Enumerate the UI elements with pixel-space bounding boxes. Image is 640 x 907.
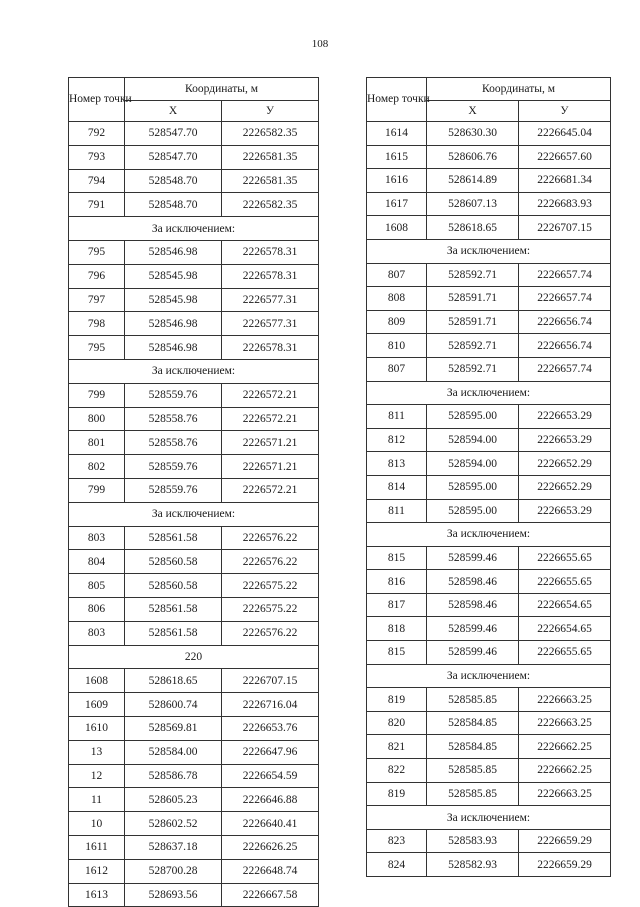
table-row xyxy=(69,764,319,788)
point-number-cell: 822 xyxy=(367,759,427,783)
x-coordinate-cell: 528559.76 xyxy=(125,478,222,502)
y-coordinate-cell: 2226656.74 xyxy=(519,334,611,358)
point-number-cell: 12 xyxy=(69,764,125,788)
x-coordinate-cell: 528585.85 xyxy=(427,688,519,712)
x-coordinate-cell: 528598.46 xyxy=(427,570,519,594)
y-coordinate-cell: 2226581.35 xyxy=(222,145,319,169)
point-number-cell: 1617 xyxy=(367,192,427,216)
x-coordinate-cell: 528558.76 xyxy=(125,407,222,431)
x-coordinate-cell: 528560.58 xyxy=(125,550,222,574)
table-row xyxy=(69,740,319,764)
point-number-cell: 802 xyxy=(69,455,125,479)
table-body-left xyxy=(69,122,319,907)
point-number-cell: 799 xyxy=(69,478,125,502)
x-coordinate-cell: 528548.70 xyxy=(125,169,222,193)
x-coordinate-cell: 528595.00 xyxy=(427,499,519,523)
point-number-cell: 801 xyxy=(69,431,125,455)
point-number-cell: 817 xyxy=(367,593,427,617)
table-row xyxy=(367,405,611,429)
table-row xyxy=(367,688,611,712)
x-coordinate-cell: 528693.56 xyxy=(125,883,222,907)
section-label: За исключением: xyxy=(367,806,611,830)
table-row xyxy=(69,788,319,812)
point-number-cell: 1608 xyxy=(69,669,125,693)
x-coordinate-cell: 528547.70 xyxy=(125,122,222,146)
table-row xyxy=(367,570,611,594)
y-coordinate-cell: 2226571.21 xyxy=(222,455,319,479)
point-number-cell: 10 xyxy=(69,812,125,836)
y-coordinate-cell: 2226652.29 xyxy=(519,475,611,499)
point-number-cell: 1610 xyxy=(69,716,125,740)
point-number-cell: 818 xyxy=(367,617,427,641)
table-row xyxy=(367,711,611,735)
point-number-cell: 1608 xyxy=(367,216,427,240)
y-coordinate-cell: 2226655.65 xyxy=(519,546,611,570)
x-coordinate-cell: 528585.85 xyxy=(427,759,519,783)
y-coordinate-cell: 2226663.25 xyxy=(519,711,611,735)
table-row xyxy=(367,452,611,476)
y-coordinate-cell: 2226653.29 xyxy=(519,499,611,523)
point-number-cell: 821 xyxy=(367,735,427,759)
section-row xyxy=(367,664,611,688)
x-coordinate-cell: 528595.00 xyxy=(427,475,519,499)
y-header: У xyxy=(519,101,611,122)
table-row xyxy=(69,835,319,859)
x-coordinate-cell: 528602.52 xyxy=(125,812,222,836)
point-number-header: Номер точки xyxy=(367,78,427,122)
section-label: За исключением: xyxy=(367,664,611,688)
table-row xyxy=(69,550,319,574)
y-coordinate-cell: 2226716.04 xyxy=(222,693,319,717)
y-coordinate-cell: 2226654.65 xyxy=(519,617,611,641)
table-row xyxy=(367,169,611,193)
point-number-cell: 794 xyxy=(69,169,125,193)
point-number-cell: 816 xyxy=(367,570,427,594)
x-coordinate-cell: 528614.89 xyxy=(427,169,519,193)
y-coordinate-cell: 2226647.96 xyxy=(222,740,319,764)
point-number-cell: 805 xyxy=(69,574,125,598)
y-coordinate-cell: 2226578.31 xyxy=(222,336,319,360)
x-coordinate-cell: 528591.71 xyxy=(427,310,519,334)
y-coordinate-cell: 2226582.35 xyxy=(222,193,319,217)
point-number-cell: 804 xyxy=(69,550,125,574)
table-row xyxy=(69,859,319,883)
x-coordinate-cell: 528569.81 xyxy=(125,716,222,740)
table-row xyxy=(367,357,611,381)
table-row xyxy=(367,546,611,570)
section-row xyxy=(367,523,611,547)
y-coordinate-cell: 2226576.22 xyxy=(222,550,319,574)
x-coordinate-cell: 528560.58 xyxy=(125,574,222,598)
x-coordinate-cell: 528700.28 xyxy=(125,859,222,883)
y-coordinate-cell: 2226578.31 xyxy=(222,264,319,288)
section-label: За исключением: xyxy=(367,239,611,263)
x-coordinate-cell: 528592.71 xyxy=(427,263,519,287)
table-row xyxy=(367,310,611,334)
table-row xyxy=(69,145,319,169)
x-coordinate-cell: 528583.93 xyxy=(427,829,519,853)
point-number-cell: 1615 xyxy=(367,145,427,169)
table-row xyxy=(69,240,319,264)
section-row xyxy=(69,359,319,383)
table-row xyxy=(367,192,611,216)
y-coordinate-cell: 2226571.21 xyxy=(222,431,319,455)
y-coordinate-cell: 2226662.25 xyxy=(519,735,611,759)
point-number-cell: 811 xyxy=(367,499,427,523)
x-coordinate-cell: 528585.85 xyxy=(427,782,519,806)
y-coordinate-cell: 2226655.65 xyxy=(519,641,611,665)
point-number-cell: 815 xyxy=(367,641,427,665)
x-coordinate-cell: 528599.46 xyxy=(427,641,519,665)
section-label: За исключением: xyxy=(69,502,319,526)
y-coordinate-cell: 2226667.58 xyxy=(222,883,319,907)
point-number-cell: 819 xyxy=(367,688,427,712)
y-coordinate-cell: 2226626.25 xyxy=(222,835,319,859)
coordinates-table-left xyxy=(68,77,319,907)
y-coordinate-cell: 2226657.74 xyxy=(519,263,611,287)
point-number-cell: 819 xyxy=(367,782,427,806)
y-coordinate-cell: 2226640.41 xyxy=(222,812,319,836)
table-row xyxy=(367,782,611,806)
y-coordinate-cell: 2226653.29 xyxy=(519,405,611,429)
y-coordinate-cell: 2226646.88 xyxy=(222,788,319,812)
point-number-cell: 803 xyxy=(69,621,125,645)
y-coordinate-cell: 2226659.29 xyxy=(519,829,611,853)
table-row xyxy=(69,526,319,550)
x-coordinate-cell: 528605.23 xyxy=(125,788,222,812)
table-row xyxy=(69,669,319,693)
y-coordinate-cell: 2226655.65 xyxy=(519,570,611,594)
table-row xyxy=(367,829,611,853)
table-row xyxy=(367,287,611,311)
x-coordinate-cell: 528600.74 xyxy=(125,693,222,717)
x-coordinate-cell: 528606.76 xyxy=(427,145,519,169)
table-row xyxy=(367,122,611,146)
table-row xyxy=(69,336,319,360)
y-coordinate-cell: 2226707.15 xyxy=(222,669,319,693)
point-number-cell: 799 xyxy=(69,383,125,407)
x-coordinate-cell: 528592.71 xyxy=(427,334,519,358)
y-coordinate-cell: 2226659.29 xyxy=(519,853,611,877)
table-row xyxy=(367,617,611,641)
x-coordinate-cell: 528592.71 xyxy=(427,357,519,381)
table-row xyxy=(367,428,611,452)
point-number-cell: 815 xyxy=(367,546,427,570)
coordinates-header: Координаты, м xyxy=(427,78,611,101)
table-row xyxy=(367,735,611,759)
table-body-right xyxy=(367,122,611,877)
x-coordinate-cell: 528595.00 xyxy=(427,405,519,429)
y-coordinate-cell: 2226707.15 xyxy=(519,216,611,240)
y-coordinate-cell: 2226577.31 xyxy=(222,288,319,312)
x-coordinate-cell: 528561.58 xyxy=(125,621,222,645)
x-coordinate-cell: 528618.65 xyxy=(125,669,222,693)
y-coordinate-cell: 2226648.74 xyxy=(222,859,319,883)
table-row xyxy=(69,812,319,836)
x-header: Х xyxy=(427,101,519,122)
y-coordinate-cell: 2226683.93 xyxy=(519,192,611,216)
table-row xyxy=(69,621,319,645)
y-coordinate-cell: 2226681.34 xyxy=(519,169,611,193)
x-coordinate-cell: 528582.93 xyxy=(427,853,519,877)
y-coordinate-cell: 2226662.25 xyxy=(519,759,611,783)
y-coordinate-cell: 2226575.22 xyxy=(222,597,319,621)
x-coordinate-cell: 528630.30 xyxy=(427,122,519,146)
point-number-cell: 824 xyxy=(367,853,427,877)
y-coordinate-cell: 2226578.31 xyxy=(222,240,319,264)
table-row xyxy=(69,383,319,407)
point-number-cell: 791 xyxy=(69,193,125,217)
point-number-cell: 810 xyxy=(367,334,427,358)
section-row xyxy=(69,645,319,669)
x-coordinate-cell: 528598.46 xyxy=(427,593,519,617)
x-header: Х xyxy=(125,101,222,122)
point-number-cell: 792 xyxy=(69,122,125,146)
section-label: За исключением: xyxy=(367,523,611,547)
x-coordinate-cell: 528547.70 xyxy=(125,145,222,169)
x-coordinate-cell: 528599.46 xyxy=(427,546,519,570)
coordinates-table-right xyxy=(366,77,611,877)
y-coordinate-cell: 2226657.60 xyxy=(519,145,611,169)
y-coordinate-cell: 2226657.74 xyxy=(519,357,611,381)
y-coordinate-cell: 2226645.04 xyxy=(519,122,611,146)
table-row xyxy=(69,431,319,455)
y-coordinate-cell: 2226656.74 xyxy=(519,310,611,334)
x-coordinate-cell: 528594.00 xyxy=(427,452,519,476)
y-header: У xyxy=(222,101,319,122)
table-row xyxy=(69,597,319,621)
point-number-cell: 11 xyxy=(69,788,125,812)
table-row xyxy=(69,312,319,336)
x-coordinate-cell: 528618.65 xyxy=(427,216,519,240)
section-row xyxy=(367,239,611,263)
x-coordinate-cell: 528546.98 xyxy=(125,312,222,336)
point-number-cell: 1613 xyxy=(69,883,125,907)
table-row xyxy=(69,169,319,193)
table-row xyxy=(367,263,611,287)
point-number-header: Номер точки xyxy=(69,78,125,122)
point-number-cell: 795 xyxy=(69,336,125,360)
y-coordinate-cell: 2226663.25 xyxy=(519,688,611,712)
section-label: За исключением: xyxy=(69,217,319,241)
table-row xyxy=(367,593,611,617)
y-coordinate-cell: 2226575.22 xyxy=(222,574,319,598)
table-row xyxy=(69,264,319,288)
point-number-cell: 812 xyxy=(367,428,427,452)
table-row xyxy=(367,145,611,169)
section-row xyxy=(69,502,319,526)
y-coordinate-cell: 2226572.21 xyxy=(222,407,319,431)
point-number-cell: 807 xyxy=(367,357,427,381)
section-label: За исключением: xyxy=(367,381,611,405)
point-number-cell: 1616 xyxy=(367,169,427,193)
y-coordinate-cell: 2226581.35 xyxy=(222,169,319,193)
point-number-cell: 814 xyxy=(367,475,427,499)
table-row xyxy=(367,216,611,240)
point-number-cell: 820 xyxy=(367,711,427,735)
y-coordinate-cell: 2226577.31 xyxy=(222,312,319,336)
x-coordinate-cell: 528559.76 xyxy=(125,455,222,479)
table-row xyxy=(69,288,319,312)
table-row xyxy=(69,478,319,502)
table-row xyxy=(367,334,611,358)
point-number-cell: 807 xyxy=(367,263,427,287)
point-number-cell: 1609 xyxy=(69,693,125,717)
x-coordinate-cell: 528584.85 xyxy=(427,735,519,759)
table-row xyxy=(69,716,319,740)
point-number-cell: 813 xyxy=(367,452,427,476)
table-row xyxy=(69,407,319,431)
section-row xyxy=(367,806,611,830)
table-row xyxy=(69,693,319,717)
point-number-cell: 797 xyxy=(69,288,125,312)
x-coordinate-cell: 528546.98 xyxy=(125,240,222,264)
x-coordinate-cell: 528561.58 xyxy=(125,526,222,550)
point-number-cell: 800 xyxy=(69,407,125,431)
y-coordinate-cell: 2226653.76 xyxy=(222,716,319,740)
point-number-cell: 1611 xyxy=(69,835,125,859)
x-coordinate-cell: 528546.98 xyxy=(125,336,222,360)
x-coordinate-cell: 528545.98 xyxy=(125,288,222,312)
section-label: 220 xyxy=(69,645,319,669)
y-coordinate-cell: 2226654.65 xyxy=(519,593,611,617)
point-number-cell: 1612 xyxy=(69,859,125,883)
x-coordinate-cell: 528594.00 xyxy=(427,428,519,452)
point-number-cell: 796 xyxy=(69,264,125,288)
y-coordinate-cell: 2226572.21 xyxy=(222,478,319,502)
section-row xyxy=(367,381,611,405)
x-coordinate-cell: 528591.71 xyxy=(427,287,519,311)
table-row xyxy=(69,574,319,598)
point-number-cell: 1614 xyxy=(367,122,427,146)
x-coordinate-cell: 528545.98 xyxy=(125,264,222,288)
y-coordinate-cell: 2226657.74 xyxy=(519,287,611,311)
y-coordinate-cell: 2226576.22 xyxy=(222,526,319,550)
point-number-cell: 793 xyxy=(69,145,125,169)
x-coordinate-cell: 528637.18 xyxy=(125,835,222,859)
table-row xyxy=(69,193,319,217)
point-number-cell: 811 xyxy=(367,405,427,429)
x-coordinate-cell: 528548.70 xyxy=(125,193,222,217)
y-coordinate-cell: 2226654.59 xyxy=(222,764,319,788)
table-row xyxy=(367,853,611,877)
x-coordinate-cell: 528607.13 xyxy=(427,192,519,216)
point-number-cell: 809 xyxy=(367,310,427,334)
y-coordinate-cell: 2226582.35 xyxy=(222,122,319,146)
table-row xyxy=(367,759,611,783)
table-row xyxy=(69,883,319,907)
x-coordinate-cell: 528599.46 xyxy=(427,617,519,641)
section-row xyxy=(69,217,319,241)
point-number-cell: 823 xyxy=(367,829,427,853)
x-coordinate-cell: 528586.78 xyxy=(125,764,222,788)
point-number-cell: 795 xyxy=(69,240,125,264)
y-coordinate-cell: 2226572.21 xyxy=(222,383,319,407)
x-coordinate-cell: 528558.76 xyxy=(125,431,222,455)
x-coordinate-cell: 528584.00 xyxy=(125,740,222,764)
point-number-cell: 798 xyxy=(69,312,125,336)
y-coordinate-cell: 2226653.29 xyxy=(519,428,611,452)
table-row xyxy=(69,455,319,479)
x-coordinate-cell: 528559.76 xyxy=(125,383,222,407)
coordinates-header: Координаты, м xyxy=(125,78,319,101)
y-coordinate-cell: 2226652.29 xyxy=(519,452,611,476)
table-row xyxy=(367,475,611,499)
y-coordinate-cell: 2226663.25 xyxy=(519,782,611,806)
table-row xyxy=(367,499,611,523)
x-coordinate-cell: 528561.58 xyxy=(125,597,222,621)
point-number-cell: 808 xyxy=(367,287,427,311)
point-number-cell: 13 xyxy=(69,740,125,764)
y-coordinate-cell: 2226576.22 xyxy=(222,621,319,645)
table-row xyxy=(367,641,611,665)
page-number: 108 xyxy=(311,38,329,50)
x-coordinate-cell: 528584.85 xyxy=(427,711,519,735)
point-number-cell: 806 xyxy=(69,597,125,621)
table-row xyxy=(69,122,319,146)
point-number-cell: 803 xyxy=(69,526,125,550)
section-label: За исключением: xyxy=(69,359,319,383)
